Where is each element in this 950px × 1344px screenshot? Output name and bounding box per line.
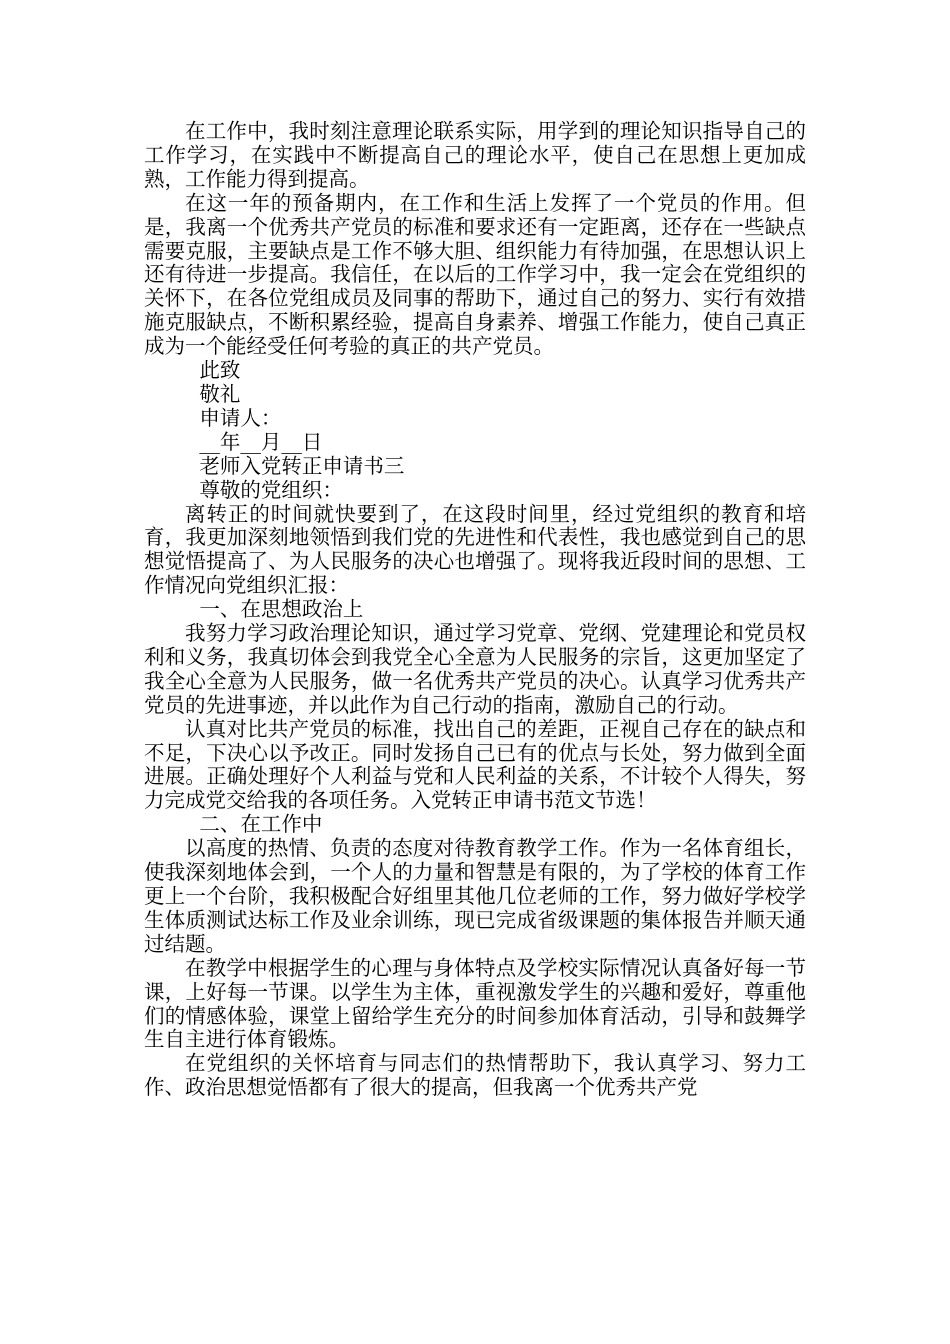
paragraph: 以高度的热情、负责的态度对待教育教学工作。作为一名体育组长，使我深刻地体会到，一个人的力量和智慧是有限的，为了学校的体育工作更上一个台阶，我积极配合好组里其他几位老师的工作，努力做好学校学生体质测试达标工作及业余训练，现已完成省级课题的集体报告并顺天通过结题。 (144, 836, 806, 956)
date-line: __年__月__日 (199, 429, 323, 454)
paragraph: 在教学中根据学生的心理与身体特点及学校实际情况认真备好每一节课，上好每一节课。以学生为主体，重视激发学生的兴趣和爱好，尊重他们的情感体验，课堂上留给学生充分的时间参加体育活动，引导和鼓舞学生自主进行体育锻炼。 (144, 955, 806, 1052)
paragraph: 我努力学习政治理论知识，通过学习党章、党纲、党建理论和党员权利和义务，我真切体会到我党全心全意为人民服务的宗旨，这更加坚定了我全心全意为人民服务，做一名优秀共产党员的决心。认真学习优秀共产党员的先进事迹，并以此作为自己行动的指南，激励自己的行动。 (144, 621, 806, 717)
closing-line: 敬礼 (199, 381, 241, 406)
closing-line: 此致 (199, 358, 241, 383)
paragraph: 认真对比共产党员的标准，找出自己的差距，正视自己存在的缺点和不足，下决心以予改正。同时发扬自己已有的优点与长处，努力做到全面进展。正确处理好个人利益与党和人民利益的关系，不计较个人得失，努力完成党交给我的各项任务。入党转正申请书范文节选！ (144, 716, 806, 813)
section-title: 老师入党转正申请书三 (199, 453, 405, 478)
applicant-line: 申请人： (199, 405, 282, 430)
salutation: 尊敬的党组织： (199, 477, 343, 502)
paragraph: 在这一年的预备期内，在工作和生活上发挥了一个党员的作用。但是，我离一个优秀共产党员的标准和要求还有一定距离，还存在一些缺点需要克服，主要缺点是工作不够大胆、组织能力有待加强，在思想认识上还有待进一步提高。我信任，在以后的工作学习中，我一定会在党组织的关怀下，在各位党组成员及同事的帮助下，通过自己的努力、实行有效措施克服缺点，不断积累经验，提高自身素养、增强工作能力，使自己真正成为一个能经受任何考验的真正的共产党员。 (144, 190, 806, 359)
document-page (144, 120, 806, 1100)
section-heading: 二、在工作中 (199, 812, 323, 837)
paragraph: 离转正的时间就快要到了，在这段时间里，经过党组织的教育和培育，我更加深刻地领悟到我们党的先进性和代表性，我也感觉到自己的思想觉悟提高了、为人民服务的决心也增强了。现将我近段时间的思想、工作情况向党组织汇报： (144, 501, 806, 598)
paragraph: 在工作中，我时刻注意理论联系实际，用学到的理论知识指导自己的工作学习，在实践中不断提高自己的理论水平，使自己在思想上更加成熟，工作能力得到提高。 (144, 119, 806, 191)
section-heading: 一、在思想政治上 (199, 597, 364, 622)
paragraph: 在党组织的关怀培育与同志们的热情帮助下，我认真学习、努力工作、政治思想觉悟都有了很大的提高，但我离一个优秀共产党 (144, 1051, 806, 1100)
